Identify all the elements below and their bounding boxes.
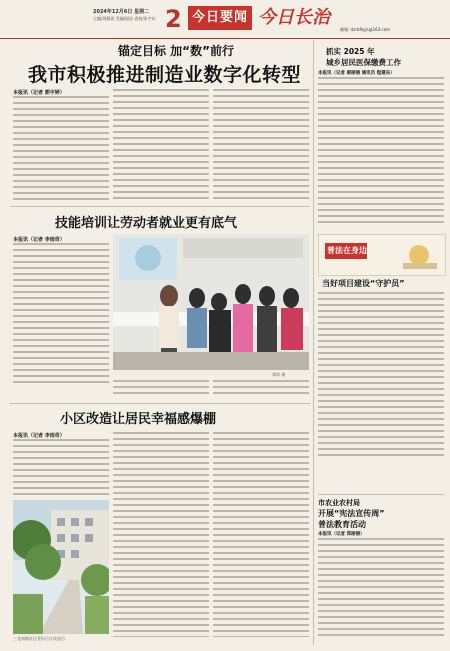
side-divider [318, 494, 444, 495]
skills-byline: 本报讯（记者 李雨奇） [13, 237, 65, 243]
section-divider-2 [10, 403, 310, 404]
lead-headline: 我市积极推进制造业数字化转型 [28, 64, 302, 86]
lead-column-2 [113, 89, 209, 202]
side3-body [318, 538, 444, 638]
side3-headline: 开展“宪法宣传周” [318, 509, 385, 518]
community-headline: 小区改造让居民幸福感爆棚 [60, 412, 217, 427]
skills-headline: 技能培训让劳动者就业更有底气 [55, 216, 238, 231]
training-photo-image [113, 234, 309, 370]
column-rule [313, 40, 314, 645]
skills-column-1b [13, 339, 109, 383]
lead-column-1 [13, 96, 109, 202]
newspaper-logo: 今日长治 [258, 7, 330, 28]
law-banner-label: 普法在身边 [327, 246, 367, 255]
skills-column-3 [213, 380, 309, 398]
issue-date: 2024年12月6日 星期二 [93, 9, 150, 15]
side2-headline: 当好项目建设“守护员” [322, 279, 405, 288]
community-byline: 本报讯（记者 李雨奇） [13, 433, 65, 439]
community-column-3 [213, 432, 309, 637]
side1-body [318, 77, 444, 227]
skills-photo-caption: 郑炳 摄 [272, 372, 286, 377]
side1-subhead: 城乡居民医保缴费工作 [326, 58, 401, 67]
lead-byline: 本报讯（记者 郭宇婷） [13, 90, 65, 96]
community-photo [13, 500, 109, 634]
skills-column-1 [13, 243, 109, 335]
masthead [0, 0, 450, 39]
training-photo [113, 234, 309, 370]
community-photo-image [13, 500, 109, 634]
lead-column-3 [213, 89, 309, 202]
editor-credits: 主编/周静玥 美编/邱思 责校/朱宇东 [93, 16, 156, 21]
side3-subhead: 普法教育活动 [318, 520, 366, 529]
law-banner [318, 234, 446, 276]
lead-kicker: 锚定目标 加“数”前行 [118, 44, 234, 58]
section-title: 今日要闻 [188, 6, 252, 30]
contact-email: 邮箱: dzrbfkyjs@163.com [340, 27, 391, 32]
side3-byline: 本报讯（记者 郑丽丽） [318, 532, 365, 537]
side2-body [318, 292, 444, 460]
community-column-2 [113, 432, 209, 637]
skills-column-2 [113, 380, 209, 398]
community-photo-caption: 三龙南路社区老旧小区改造后 [13, 636, 65, 641]
side1-headline: 抓实 2025 年 [326, 47, 375, 56]
page-number: 2 [165, 5, 182, 33]
side1-byline: 本报讯（记者 郝丽丽 通讯员 程建东） [318, 71, 395, 76]
section-divider [10, 206, 310, 207]
side3-kicker: 市农业农村局 [318, 499, 360, 507]
community-column-1 [13, 439, 109, 495]
